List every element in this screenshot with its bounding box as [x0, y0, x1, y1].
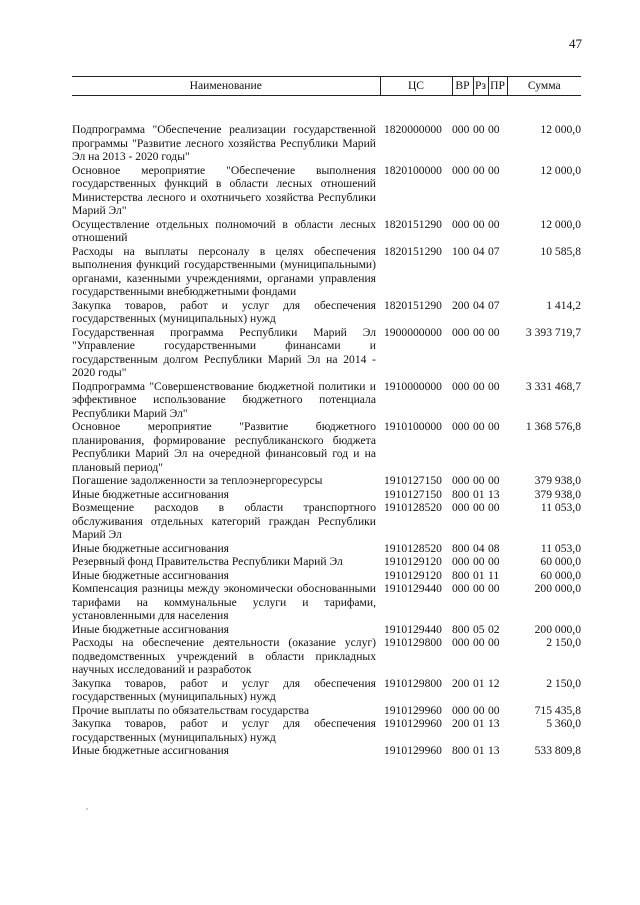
scan-speck: [86, 808, 88, 810]
cell-rz: 00: [473, 420, 485, 433]
cell-sum: 2 150,0: [546, 636, 581, 649]
cell-cs: 1820151290: [384, 298, 442, 312]
cell-name: Иные бюджетные ассигнования: [72, 568, 229, 582]
cell-rz: 00: [473, 474, 485, 487]
cell-sum: 715 435,8: [534, 703, 581, 717]
cell-sum: 12 000,0: [540, 123, 581, 136]
table-row: [72, 744, 581, 758]
cell-sum: 379 938,0: [534, 487, 581, 501]
cell-rz: 00: [473, 379, 485, 393]
cell-cs: 1910129960: [384, 703, 442, 717]
table-row: [72, 420, 581, 474]
cell-cs: 1820151290: [384, 217, 442, 231]
cell-cs: 1910100000: [384, 420, 442, 433]
cell-cs: 1910129800: [384, 636, 442, 649]
cell-cs: 1820151290: [384, 244, 442, 258]
cell-cs: 1910129960: [384, 744, 442, 757]
cell-pr: 00: [488, 163, 500, 177]
cell-name: Основное мероприятие "Развитие бюджетного планирования, формирование республиканского бюджета Республики Марий Эл на очередной финансовый год и на плановый период": [72, 420, 376, 474]
cell-sum: 533 809,8: [534, 744, 581, 757]
cell-sum: 12 000,0: [540, 163, 581, 177]
cell-vr: 000: [452, 123, 470, 136]
cell-sum: 5 360,0: [546, 717, 581, 730]
cell-pr: 11: [488, 568, 500, 582]
cell-vr: 800: [452, 744, 470, 757]
table-row: [72, 542, 581, 556]
cell-name: Резервный фонд Правительства Республики Марий Эл: [72, 555, 343, 568]
cell-cs: 1820100000: [384, 163, 442, 177]
table-row: [72, 555, 581, 569]
cell-cs: 1910000000: [384, 379, 442, 393]
table-row: [72, 164, 581, 218]
cell-cs: 1900000000: [384, 325, 442, 339]
cell-vr: 200: [452, 676, 470, 690]
cell-vr: 800: [452, 487, 470, 501]
cell-rz: 00: [473, 325, 485, 339]
table-row: [72, 636, 581, 677]
budget-table: [72, 76, 581, 758]
cell-sum: 2 150,0: [546, 676, 581, 690]
cell-rz: 00: [473, 582, 485, 595]
cell-name: Расходы на выплаты персоналу в целях обеспечения выполнения функций государственными (муниципальными) органами, казенными учреждениями, органами управления государственными внебюджетными фондами: [72, 244, 376, 298]
cell-vr: 800: [452, 541, 470, 555]
cell-name: Закупка товаров, работ и услуг для обеспечения государственных (муниципальных) нужд: [72, 298, 376, 325]
header-rz: Рз: [473, 77, 488, 96]
cell-cs: 1910129440: [384, 582, 442, 595]
cell-pr: 00: [488, 420, 500, 433]
cell-cs: 1910129120: [384, 555, 442, 568]
cell-pr: 12: [488, 676, 500, 690]
cell-vr: 000: [452, 636, 470, 649]
cell-vr: 200: [452, 717, 470, 730]
cell-name: Подпрограмма "Обеспечение реализации государственной программы "Развитие лесного хозяйства Республики Марий Эл на 2013 - 2020 годы": [72, 123, 376, 163]
cell-vr: 800: [452, 568, 470, 582]
cell-rz: 00: [473, 163, 485, 177]
cell-cs: 1910128520: [384, 541, 442, 555]
cell-vr: 200: [452, 298, 470, 312]
cell-pr: 00: [488, 217, 500, 231]
cell-sum: 200 000,0: [534, 622, 581, 636]
cell-vr: 000: [452, 703, 470, 717]
cell-name: Компенсация разницы между экономически обоснованными тарифами на коммунальные услуги и тарифами, установленными для населения: [72, 582, 376, 622]
cell-pr: 13: [488, 487, 500, 501]
header-name: Наименование: [72, 77, 380, 96]
table-row: [72, 245, 581, 299]
cell-vr: 000: [452, 163, 470, 177]
cell-pr: 00: [488, 501, 500, 514]
header-cs: ЦС: [380, 77, 452, 96]
table-row: [72, 704, 581, 718]
page-number: 47: [569, 36, 582, 51]
cell-vr: 000: [452, 501, 470, 514]
cell-rz: 01: [473, 568, 485, 582]
table-row: [72, 474, 581, 488]
cell-vr: 000: [452, 325, 470, 339]
cell-cs: 1910128520: [384, 501, 442, 514]
cell-vr: 000: [452, 555, 470, 568]
cell-name: Иные бюджетные ассигнования: [72, 541, 229, 555]
cell-pr: 00: [488, 582, 500, 595]
cell-name: Возмещение расходов в области транспортного обслуживания отдельных категорий граждан Республики Марий Эл: [72, 501, 376, 541]
cell-vr: 000: [452, 420, 470, 433]
cell-name: Иные бюджетные ассигнования: [72, 744, 229, 757]
cell-cs: 1910129800: [384, 676, 442, 690]
cell-vr: 000: [452, 379, 470, 393]
cell-name: Иные бюджетные ассигнования: [72, 487, 229, 501]
cell-pr: 00: [488, 474, 500, 487]
cell-sum: 60 000,0: [540, 555, 581, 568]
cell-sum: 60 000,0: [540, 568, 581, 582]
table-row: [72, 569, 581, 583]
table-row: [72, 326, 581, 380]
cell-pr: 00: [488, 703, 500, 717]
cell-pr: 13: [488, 744, 500, 757]
cell-pr: 02: [488, 622, 500, 636]
table-row: [72, 96, 581, 164]
cell-cs: 1910129960: [384, 717, 442, 730]
cell-pr: 08: [488, 541, 500, 555]
cell-name: Основное мероприятие "Обеспечение выполнения государственных функций в области лесных отношений Министерства лесного и охотничьего хозяйства Республики Марий Эл": [72, 163, 376, 217]
cell-sum: 11 053,0: [540, 541, 581, 555]
cell-cs: 1910127150: [384, 474, 442, 487]
cell-rz: 04: [473, 244, 485, 258]
cell-pr: 00: [488, 379, 500, 393]
cell-rz: 05: [473, 622, 485, 636]
cell-sum: 10 585,8: [540, 244, 581, 258]
cell-sum: 3 393 719,7: [525, 325, 581, 339]
cell-rz: 00: [473, 703, 485, 717]
cell-cs: 1910127150: [384, 487, 442, 501]
table-row: [72, 582, 581, 623]
cell-sum: 1 414,2: [546, 298, 581, 312]
cell-name: Осуществление отдельных полномочий в области лесных отношений: [72, 217, 376, 244]
cell-vr: 100: [452, 244, 470, 258]
cell-rz: 01: [473, 487, 485, 501]
cell-name: Прочие выплаты по обязательствам государства: [72, 703, 309, 717]
table-row: [72, 380, 581, 421]
cell-sum: 11 053,0: [540, 501, 581, 514]
cell-pr: 13: [488, 717, 500, 730]
cell-sum: 3 331 468,7: [525, 379, 581, 393]
cell-name: Государственная программа Республики Марий Эл "Управление государственными финансами и государственным долгом Республики Марий Эл на 2014 - 2020 годы": [72, 325, 376, 379]
header-sum: Сумма: [507, 77, 581, 96]
cell-cs: 1910129440: [384, 622, 442, 636]
cell-vr: 000: [452, 217, 470, 231]
table-header: [72, 77, 581, 96]
cell-rz: 00: [473, 555, 485, 568]
cell-cs: 1820000000: [384, 123, 442, 136]
cell-name: Погашение задолженности за теплоэнергоресурсы: [72, 474, 323, 487]
table-row: [72, 501, 581, 542]
cell-rz: 00: [473, 636, 485, 649]
cell-sum: 1 368 576,8: [525, 420, 581, 433]
cell-rz: 00: [473, 501, 485, 514]
table-row: [72, 218, 581, 245]
cell-rz: 04: [473, 541, 485, 555]
cell-pr: 00: [488, 325, 500, 339]
table-row: [72, 299, 581, 326]
cell-vr: 000: [452, 474, 470, 487]
table-row: [72, 623, 581, 637]
cell-rz: 00: [473, 123, 485, 136]
table-row: [72, 488, 581, 502]
header-pr: ПР: [488, 77, 507, 96]
cell-rz: 01: [473, 717, 485, 730]
cell-name: Подпрограмма "Совершенствование бюджетной политики и эффективное использование бюджетного потенциала Республики Марий Эл": [72, 379, 376, 420]
cell-name: Иные бюджетные ассигнования: [72, 622, 229, 636]
cell-rz: 01: [473, 676, 485, 690]
table-row: [72, 677, 581, 704]
cell-cs: 1910129120: [384, 568, 442, 582]
cell-sum: 379 938,0: [534, 474, 581, 487]
header-vr: ВР: [452, 77, 473, 96]
cell-rz: 00: [473, 217, 485, 231]
cell-pr: 00: [488, 555, 500, 568]
cell-name: Закупка товаров, работ и услуг для обеспечения государственных (муниципальных) нужд: [72, 717, 376, 744]
cell-pr: 00: [488, 636, 500, 649]
cell-pr: 00: [488, 123, 500, 136]
cell-vr: 800: [452, 622, 470, 636]
cell-sum: 200 000,0: [534, 582, 581, 595]
cell-name: Расходы на обеспечение деятельности (оказание услуг) подведомственных учреждений в области прикладных научных исследований и разработок: [72, 636, 376, 676]
cell-name: Закупка товаров, работ и услуг для обеспечения государственных (муниципальных) нужд: [72, 676, 376, 703]
cell-rz: 04: [473, 298, 485, 312]
table-body: [72, 96, 581, 758]
table-row: [72, 717, 581, 744]
cell-vr: 000: [452, 582, 470, 595]
cell-sum: 12 000,0: [540, 217, 581, 231]
cell-pr: 07: [488, 244, 500, 258]
cell-pr: 07: [488, 298, 500, 312]
cell-rz: 01: [473, 744, 485, 757]
